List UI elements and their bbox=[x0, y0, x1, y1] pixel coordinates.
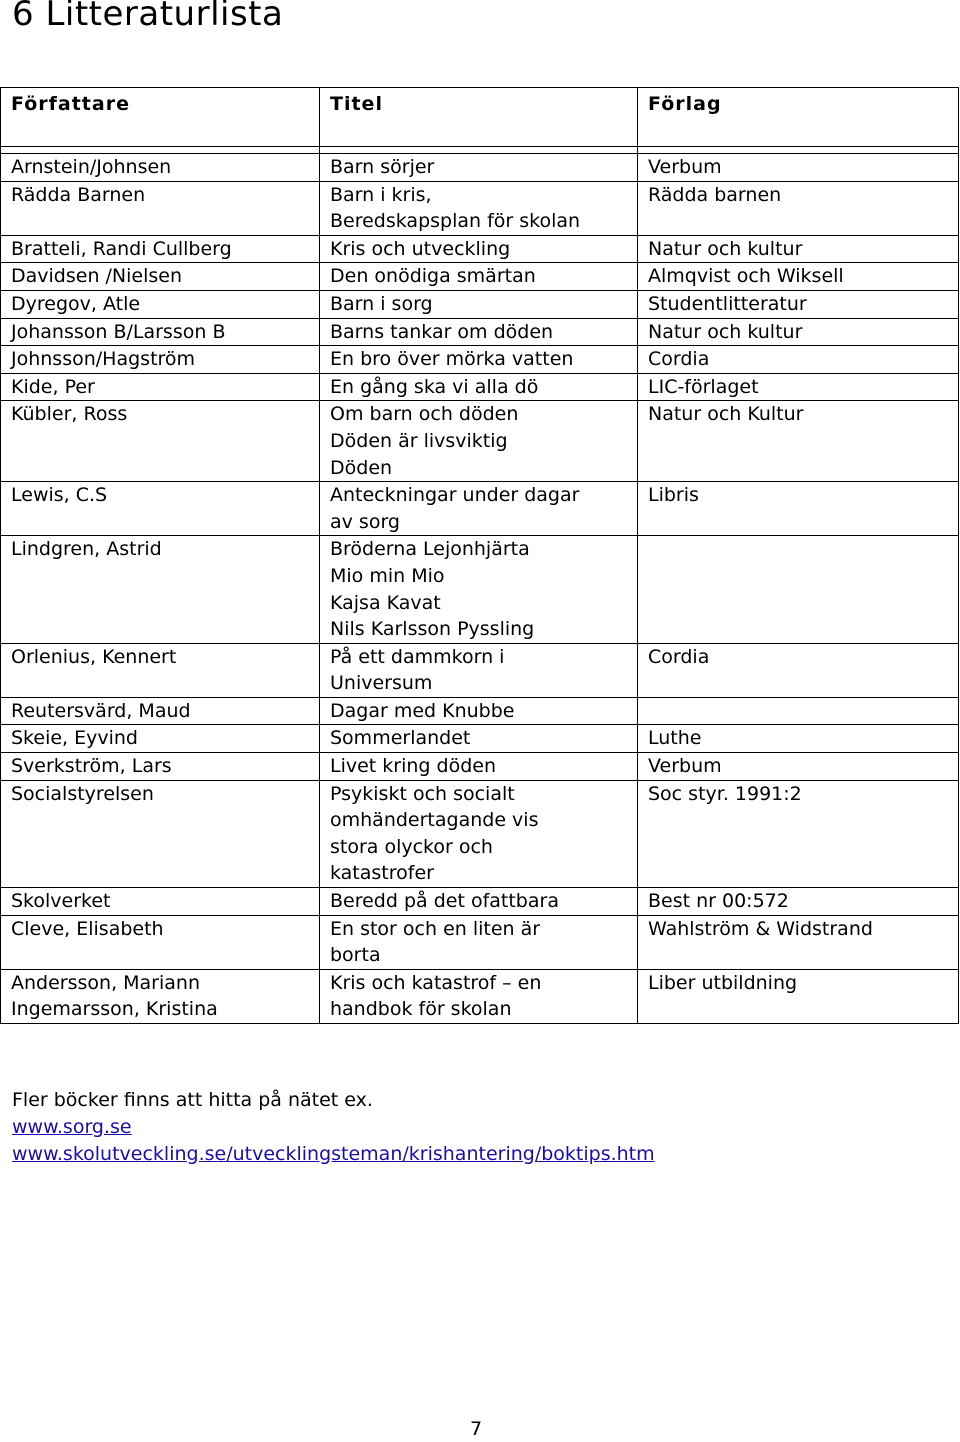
title-cell bbox=[320, 290, 638, 318]
publisher-line: Liber utbildning bbox=[648, 971, 798, 994]
author-line: Dyregov, Atle bbox=[11, 292, 141, 315]
publisher-cell bbox=[638, 643, 959, 697]
title-cell bbox=[320, 235, 638, 263]
title-line: stora olyckor och bbox=[330, 835, 493, 858]
author-cell bbox=[1, 235, 320, 263]
title-line: Nils Karlsson Pyssling bbox=[330, 618, 535, 641]
author-cell bbox=[1, 697, 320, 725]
footer bbox=[12, 1087, 655, 1167]
table-row bbox=[1, 401, 959, 482]
author-cell bbox=[1, 181, 320, 235]
table-row bbox=[1, 346, 959, 374]
author-line: Arnstein/Johnsen bbox=[11, 156, 172, 178]
publisher-line: Libris bbox=[648, 484, 699, 507]
title-cell bbox=[320, 725, 638, 753]
publisher-line: Verbum bbox=[648, 755, 722, 778]
title-line: Universum bbox=[330, 672, 433, 695]
publisher-line: Luthe bbox=[648, 727, 702, 750]
title-line: Kris och katastrof – en bbox=[330, 971, 542, 994]
table-row bbox=[1, 181, 959, 235]
publisher-cell bbox=[638, 401, 959, 482]
title-line: Barn sörjer bbox=[330, 156, 435, 178]
publisher-cell bbox=[638, 181, 959, 235]
title-line: Kris och utveckling bbox=[330, 237, 511, 260]
link-skolutveckling[interactable]: www.skolutveckling.se/utvecklingsteman/krishantering/boktips.htm bbox=[12, 1142, 655, 1165]
title-line: Kajsa Kavat bbox=[330, 591, 441, 614]
publisher-line: Cordia bbox=[648, 645, 710, 668]
publisher-cell bbox=[638, 263, 959, 291]
table-header-row bbox=[1, 88, 959, 147]
author-line: Rädda Barnen bbox=[11, 183, 146, 206]
title-cell bbox=[320, 263, 638, 291]
title-line: Barn i sorg bbox=[330, 292, 433, 315]
publisher-line: Cordia bbox=[648, 348, 710, 371]
publisher-cell bbox=[638, 697, 959, 725]
page-title: 6 Litteraturlista bbox=[12, 0, 284, 34]
title-cell bbox=[320, 753, 638, 781]
title-cell bbox=[320, 969, 638, 1023]
author-line: Kide, Per bbox=[11, 375, 95, 398]
table-row bbox=[1, 290, 959, 318]
author-line: Sverkström, Lars bbox=[11, 755, 172, 778]
title-cell bbox=[320, 373, 638, 401]
title-line: omhändertagande vis bbox=[330, 809, 539, 832]
author-line: Johansson B/Larsson B bbox=[11, 320, 226, 343]
publisher-line: LIC-förlaget bbox=[648, 375, 759, 398]
literature-table bbox=[0, 87, 959, 1024]
author-line: Cleve, Elisabeth bbox=[11, 917, 164, 940]
author-line: Kübler, Ross bbox=[11, 403, 128, 426]
table-row bbox=[1, 643, 959, 697]
title-line: Bröderna Lejonhjärta bbox=[330, 538, 530, 561]
link-sorg[interactable]: www.sorg.se bbox=[12, 1115, 132, 1138]
title-line: Sommerlandet bbox=[330, 727, 471, 750]
publisher-cell bbox=[638, 373, 959, 401]
publisher-line: Natur och kultur bbox=[648, 320, 803, 343]
title-line: handbok för skolan bbox=[330, 998, 512, 1021]
title-line: En bro över mörka vatten bbox=[330, 348, 574, 371]
publisher-cell bbox=[638, 154, 959, 182]
publisher-cell bbox=[638, 290, 959, 318]
author-cell bbox=[1, 725, 320, 753]
author-line: Reutersvärd, Maud bbox=[11, 699, 191, 722]
publisher-line: Soc styr. 1991:2 bbox=[648, 782, 802, 805]
title-line: En gång ska vi alla dö bbox=[330, 375, 539, 398]
title-cell bbox=[320, 536, 638, 643]
table-row bbox=[1, 697, 959, 725]
table-row bbox=[1, 888, 959, 916]
publisher-cell bbox=[638, 888, 959, 916]
author-line: Johnsson/Hagström bbox=[11, 348, 196, 371]
publisher-line: Rädda barnen bbox=[648, 183, 782, 206]
title-line: Anteckningar under dagar bbox=[330, 484, 580, 507]
table-row bbox=[1, 536, 959, 643]
spacer-cell bbox=[638, 147, 959, 154]
table-row bbox=[1, 373, 959, 401]
table-row bbox=[1, 725, 959, 753]
table-row bbox=[1, 915, 959, 969]
title-line: Beredskapsplan för skolan bbox=[330, 210, 581, 233]
title-cell bbox=[320, 181, 638, 235]
title-line: Psykiskt och socialt bbox=[330, 782, 515, 805]
spacer-cell bbox=[1, 147, 320, 154]
publisher-cell bbox=[638, 969, 959, 1023]
publisher-cell bbox=[638, 536, 959, 643]
author-cell bbox=[1, 888, 320, 916]
author-line: Andersson, Mariann bbox=[11, 971, 200, 994]
publisher-line: Natur och Kultur bbox=[648, 403, 804, 426]
publisher-cell bbox=[638, 346, 959, 374]
table-row bbox=[1, 780, 959, 887]
publisher-line: Verbum bbox=[648, 156, 722, 178]
publisher-cell bbox=[638, 482, 959, 536]
page-number: 7 bbox=[470, 1418, 483, 1440]
author-cell bbox=[1, 915, 320, 969]
author-line: Lewis, C.S bbox=[11, 484, 108, 507]
publisher-line: Wahlström & Widstrand bbox=[648, 917, 873, 940]
author-cell bbox=[1, 290, 320, 318]
author-cell bbox=[1, 346, 320, 374]
footer-text: Fler böcker finns att hitta på nätet ex. bbox=[12, 1089, 373, 1111]
title-cell bbox=[320, 154, 638, 182]
title-line: Beredd på det ofattbara bbox=[330, 890, 559, 913]
publisher-cell bbox=[638, 915, 959, 969]
title-cell bbox=[320, 915, 638, 969]
author-cell bbox=[1, 753, 320, 781]
table-row bbox=[1, 263, 959, 291]
table-row bbox=[1, 969, 959, 1023]
author-cell bbox=[1, 780, 320, 887]
publisher-line: Best nr 00:572 bbox=[648, 890, 789, 913]
author-cell bbox=[1, 536, 320, 643]
author-line: Skolverket bbox=[11, 890, 111, 913]
header-title: Titel bbox=[320, 88, 638, 147]
publisher-cell bbox=[638, 235, 959, 263]
title-line: På ett dammkorn i bbox=[330, 645, 505, 668]
table-body bbox=[1, 147, 959, 1024]
title-cell bbox=[320, 697, 638, 725]
header-author: Författare bbox=[1, 88, 320, 147]
publisher-line: Studentlitteratur bbox=[648, 292, 807, 315]
title-line: Döden bbox=[330, 456, 393, 479]
title-line: Dagar med Knubbe bbox=[330, 699, 515, 722]
publisher-cell bbox=[638, 753, 959, 781]
author-line: Orlenius, Kennert bbox=[11, 645, 177, 668]
author-cell bbox=[1, 482, 320, 536]
title-cell bbox=[320, 401, 638, 482]
table-row bbox=[1, 154, 959, 182]
title-line: Om barn och döden bbox=[330, 403, 519, 426]
author-cell bbox=[1, 154, 320, 182]
title-cell bbox=[320, 888, 638, 916]
author-cell bbox=[1, 373, 320, 401]
title-line: katastrofer bbox=[330, 862, 434, 885]
author-line: Davidsen /Nielsen bbox=[11, 265, 183, 288]
author-cell bbox=[1, 263, 320, 291]
table-spacer-row bbox=[1, 147, 959, 154]
publisher-cell bbox=[638, 780, 959, 887]
title-line: Barns tankar om döden bbox=[330, 320, 554, 343]
title-line: borta bbox=[330, 944, 381, 967]
author-line: Ingemarsson, Kristina bbox=[11, 998, 218, 1021]
table-row bbox=[1, 482, 959, 536]
title-line: av sorg bbox=[330, 510, 400, 533]
title-line: En stor och en liten är bbox=[330, 917, 541, 940]
header-publisher: Förlag bbox=[638, 88, 959, 147]
table-row bbox=[1, 753, 959, 781]
author-line: Socialstyrelsen bbox=[11, 782, 154, 805]
title-cell bbox=[320, 780, 638, 887]
author-cell bbox=[1, 643, 320, 697]
publisher-line: Almqvist och Wiksell bbox=[648, 265, 844, 288]
title-line: Livet kring döden bbox=[330, 755, 496, 778]
spacer-cell bbox=[320, 147, 638, 154]
title-line: Mio min Mio bbox=[330, 564, 445, 587]
table-row bbox=[1, 235, 959, 263]
author-cell bbox=[1, 318, 320, 346]
publisher-line: Natur och kultur bbox=[648, 237, 803, 260]
publisher-cell bbox=[638, 318, 959, 346]
author-line: Lindgren, Astrid bbox=[11, 538, 162, 561]
title-cell bbox=[320, 482, 638, 536]
title-line: Barn i kris, bbox=[330, 183, 432, 206]
author-cell bbox=[1, 969, 320, 1023]
title-line: Den onödiga smärtan bbox=[330, 265, 536, 288]
author-line: Skeie, Eyvind bbox=[11, 727, 138, 750]
author-cell bbox=[1, 401, 320, 482]
title-cell bbox=[320, 318, 638, 346]
publisher-cell bbox=[638, 725, 959, 753]
title-line: Döden är livsviktig bbox=[330, 429, 508, 452]
table-row bbox=[1, 318, 959, 346]
title-cell bbox=[320, 346, 638, 374]
title-cell bbox=[320, 643, 638, 697]
author-line: Bratteli, Randi Cullberg bbox=[11, 237, 232, 260]
